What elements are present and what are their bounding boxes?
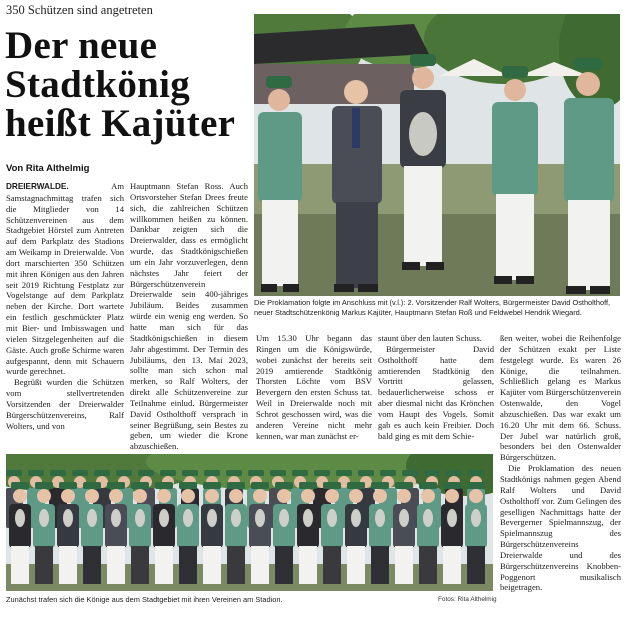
article-headline (5, 26, 250, 143)
column-1-text-1: Am Samstagnachmittag trafen sich die Mitglieder von 14 Schützenvereinen aus dem Stadtgebiet Hörstel zum Antreten auf dem Parkplatz des Stadions am Weikamp in Dreierwalde. Von dort marschierten 350 Schützen mit ihren Königen aus den Jahren seit 2019 Richtung Festplatz zur Vogelstange auf dem Parkplatz neben der Kirche. Dort wartete ein festlich geschmückter Platz mit Bier- und Imbisswagen und vielen Sitzgelegenheiten auf die Gäste. Auch große Schirme waren aufgespannt, denn mit Schauern wurde gerechnet. (6, 181, 124, 377)
column-3-paragraph-1: Um 15.30 Uhr begann das Ringen um die Königswürde, wobei zunächst der bereits seit 2019 amtierende Stadtkönig Thorsten Löchte vom BSV Bevergern den ersten Schuss tat. Weil in Dreierwalde noch mit Schrot geschossen wird, was die anderen Vereine nicht mehr kennen, war man zunächst er- (256, 333, 372, 441)
bottom-photo-caption: Zunächst trafen sich die Könige aus dem Stadtgebiet mit ihren Vereinen am Stadion. (6, 595, 283, 604)
person-david-ostholthoff (332, 80, 382, 292)
column-4-paragraph-1: staunt über den lauten Schuss. (378, 333, 482, 343)
top-photo-caption: Die Proklamation folgte im Anschluss mit (v.l.): 2. Vorsitzender Ralf Wolters, Bürgermeister David Ostholthoff, neuer Stadtschützenkönig Markus Kajüter, Hauptmann Stefan Roß und Feldwebel Hendrik Wiegard. (254, 298, 611, 317)
article-column-2 (130, 181, 248, 452)
column-5-paragraph-2: Die Proklamation des neuen Stadtkönigs nahmen gegen Abend Ralf Wolters und David Ostholthoff vor. Zum Gelingen des geselligen Nachmittags hatte der Bevergerner Spielmannszug, der Spielmannszug des Bürgerschützenvereins Dreierwalde und des Bürgerschützenvereins Knobben-Poggenort musikalisch beigetragen. (500, 463, 621, 593)
article-byline: Von Rita Althelmig (6, 163, 90, 174)
kings-group-photo-image (6, 454, 493, 591)
proclamation-photo-image (254, 14, 620, 296)
article-column-3 (256, 333, 372, 441)
column-4-paragraph-2: Bürgermeister David Ostholthoff hatte dem amtierenden Stadtkönig den Vortritt gelassen, bedauerlicherweise schoss er aber diesmal nicht das Krönchen vom Haupt des Vogels. Somit gab es auch kein Freibier. Doch bald ging es mit dem Schie- (378, 343, 494, 441)
article-column-5 (500, 333, 621, 593)
column-1-paragraph-1 (6, 181, 124, 377)
column-5-paragraph-1: ßen weiter, wobei die Reihenfolge der Schützen exakt per Liste festgelegt wurde. Es waren 26 Könige, die teilnahmen. Schließlich gelang es Markus Kajüter vom Bürgerschützenverein Ostenwalde, den Vogel abzuschießen. Das war exakt um 16.20 Uhr mit dem 66. Schuss. Der Jubel war natürlich groß, besonders bei den Ostenwalder Bürgerschützen. (500, 333, 621, 463)
column-1-paragraph-2: Begrüßt wurden die Schützen vom stellvertretenden Vorsitzenden der Dreierwalder Bürgerschützenvereins, Ralf Wolters, und von (6, 377, 124, 431)
headline-line-3: heißt Kajüter (5, 102, 236, 145)
headline-line-2: Stadtkönig (5, 63, 191, 106)
proclamation-photo (254, 14, 620, 296)
column-2-paragraph-1: Hauptmann Stefan Ross. Auch Ortsvorsteher Stefan Drees freute sich, die zahlreichen Schützen willkommen heißen zu können. Dankbar zeigten sich die Dreierwalder, dass es ermöglicht wurde, das Stadtkönigschießen um ein Jahr vorzuverlegen, denn nächstes Jahr feiert der Bürgerschützenverein Dreierwalde sein 400-jähriges Jubiläum. Beides zusammen würde ein wenig eng werden. So hatte man sich für das Stadtkönigschießen in diesem Jahr abgestimmt. Der Termin des Jubiläums, den 13. Mai 2023, sollte man sich schon mal merken, so Ralf Wolters, der direkt alle Schützenvereine zur Teilnahme einlud. Bürgermeister David Ostholthoff versprach in seiner Begrüßung, sein Bestes zu geben, um wieder die Krone abzuschießen. (130, 181, 248, 452)
photo-credit: Fotos: Rita Althelmig (438, 596, 497, 603)
dateline: DREIERWALDE. (6, 182, 69, 191)
article-column-4 (378, 333, 494, 441)
headline-line-1: Der neue (5, 24, 158, 67)
article-kicker: 350 Schützen sind angetreten (6, 3, 153, 17)
kings-group-photo (6, 454, 493, 591)
article-column-1 (6, 181, 124, 431)
